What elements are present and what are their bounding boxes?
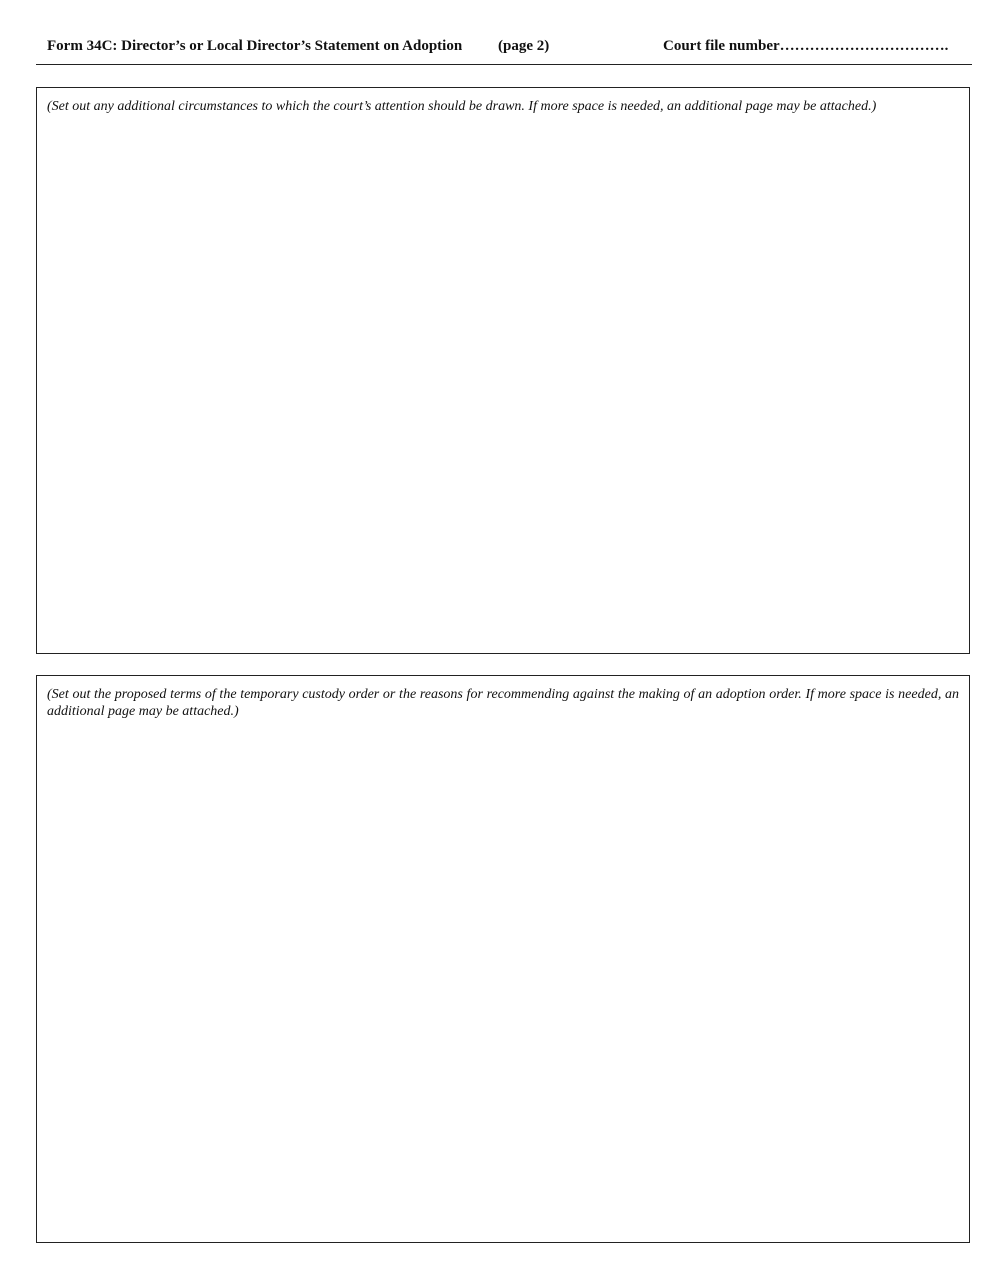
additional-circumstances-writing-area[interactable]: [47, 140, 959, 643]
form-title: Form 34C: Director’s or Local Director’s Statement on Adoption: [47, 38, 463, 54]
additional-circumstances-box: [36, 87, 970, 654]
proposed-terms-box: [36, 675, 970, 1243]
header-divider: [36, 64, 972, 65]
proposed-terms-instructions: (Set out the proposed terms of the temporary custody order or the reasons for recommending against the making of an adoption order. If more space is needed, an additional page may be attached.): [47, 687, 959, 719]
page-indicator: (page 2): [498, 38, 550, 54]
court-file-number-field[interactable]: Court file number…………………………….: [663, 38, 949, 54]
page-header: [47, 36, 972, 56]
additional-circumstances-instructions: (Set out any additional circumstances to which the court’s attention should be drawn. If more space is needed, an additional page may be attached.): [47, 99, 877, 114]
proposed-terms-writing-area[interactable]: [47, 728, 959, 1232]
